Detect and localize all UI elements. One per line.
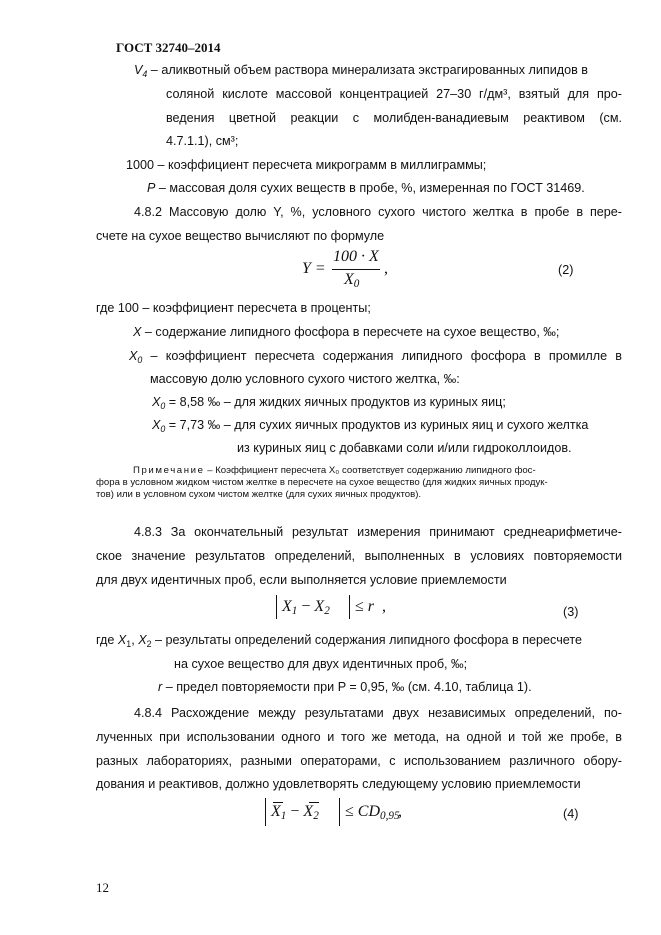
formula-4-comma: ,: [398, 803, 402, 820]
def-x0-dry-cont: из куриных яиц с добавками соли и/или гидроколлоидов.: [237, 441, 572, 455]
where-x1-x2: где $X_1$, $X_2$ – результаты определений содержания липидного фосфора в пересчете: [96, 633, 582, 649]
section-4-8-2-line1: 4.8.2 Массовую долю Y, %, условного сухого чистого желтка в пробе в пере-: [134, 205, 622, 219]
section-4-8-3-line3: для двух идентичных проб, если выполняется условие приемлемости: [96, 573, 507, 587]
def-x0-line2: массовую долю условного сухого чистого желтка, ‰:: [150, 372, 460, 386]
section-4-8-4-line2: лученных при использовании одного и того же метода, на одной и той же пробе, в: [96, 730, 622, 744]
def-v4-line2: соляной кислоте массовой концентрацией 27–30 г/дм³, взятый для про-: [166, 87, 622, 101]
formula-2-comma: ,: [384, 260, 388, 277]
page-number: 12: [96, 880, 109, 895]
document-header: ГОСТ 32740–2014: [116, 40, 221, 55]
note-line2: фора в условном жидком чистом желтке в пересчете на сухое вещество (для жидких яичных продук-: [96, 477, 548, 488]
section-4-8-4-line3: разных лабораториях, разными операторами, с использованием различного обору-: [96, 754, 622, 768]
note-line1: Примечание – Коэффициент пересчета X₀ соответствует содержанию липидного фос-: [133, 465, 536, 476]
def-p: P – массовая доля сухих веществ в пробе, %, измеренная по ГОСТ 31469.: [147, 181, 585, 195]
def-x0-dry: $X_0 = 7,73$ ‰ – для сухих яичных продуктов из куриных яиц и сухого желтка: [152, 418, 589, 434]
section-4-8-3-line1: 4.8.3 За окончательный результат измерения принимают среднеарифметиче-: [134, 525, 622, 539]
section-4-8-4-line4: дования и реактивов, должно удовлетворять следующему условию приемлемости: [96, 777, 581, 791]
var-v4: $V_4$: [134, 63, 148, 79]
formula-4-rel: ≤ $CD_{0,95}$: [345, 803, 400, 822]
where-100: где 100 – коэффициент пересчета в проценты;: [96, 301, 371, 315]
formula-2-denominator: $X_0$: [344, 271, 360, 290]
def-v4-line3: ведения цветной реакции с молибден-ванадиевым реактивом (см.: [166, 111, 622, 125]
section-4-8-2-line2: счете на сухое вещество вычисляют по формуле: [96, 229, 385, 243]
def-x0-liquid: $X_0 = 8,58$ ‰ – для жидких яичных продуктов из куриных яиц;: [152, 395, 506, 411]
def-x0-line1: $X_0$ – коэффициент пересчета содержания липидного фосфора в промилле в: [129, 349, 622, 365]
formula-3-abs-left: [276, 595, 277, 619]
def-x: X – содержание липидного фосфора в пересчете на сухое вещество, ‰;: [133, 325, 560, 339]
note-label: Примечание: [133, 465, 205, 476]
where-x1-x2-cont: на сухое вещество для двух идентичных проб, ‰;: [174, 657, 468, 671]
formula-3-rel: ≤ r: [355, 598, 375, 615]
formula-2-numerator: 100 · X: [333, 248, 379, 265]
formula-4-abs-left: [265, 798, 266, 826]
formula-4-expr: $X_1 - X_2$: [271, 803, 319, 822]
formula-2-lhs: Y =: [302, 260, 326, 277]
def-1000: 1000 – коэффициент пересчета микрограмм в миллиграммы;: [126, 158, 487, 172]
formula-3-comma: ,: [382, 598, 386, 615]
section-4-8-4-line1: 4.8.4 Расхождение между результатами двух независимых определений, по-: [134, 706, 622, 720]
formula-3-number: (3): [563, 605, 579, 619]
formula-4-number: (4): [563, 807, 579, 821]
def-v4-line4: 4.7.1.1), см³;: [166, 134, 239, 148]
formula-2-number: (2): [558, 263, 574, 277]
note-line3: тов) или в условном сухом чистом желтке (для сухих яичных продуктов).: [96, 489, 422, 500]
section-4-8-3-line2: ское значение результатов определений, выполненных в условиях повторяемости: [96, 549, 622, 563]
def-v4-line1: $V_4$ – аликвотный объем раствора минерализата экстрагированных липидов в: [134, 63, 589, 79]
formula-2-fraction-bar: [332, 269, 380, 270]
formula-4-abs-right: [339, 798, 340, 826]
formula-3-expr: $X_1 - X_2$: [282, 598, 330, 617]
def-r: r – предел повторяемости при P = 0,95, ‰ (см. 4.10, таблица 1).: [158, 680, 532, 694]
formula-3-abs-right: [349, 595, 350, 619]
